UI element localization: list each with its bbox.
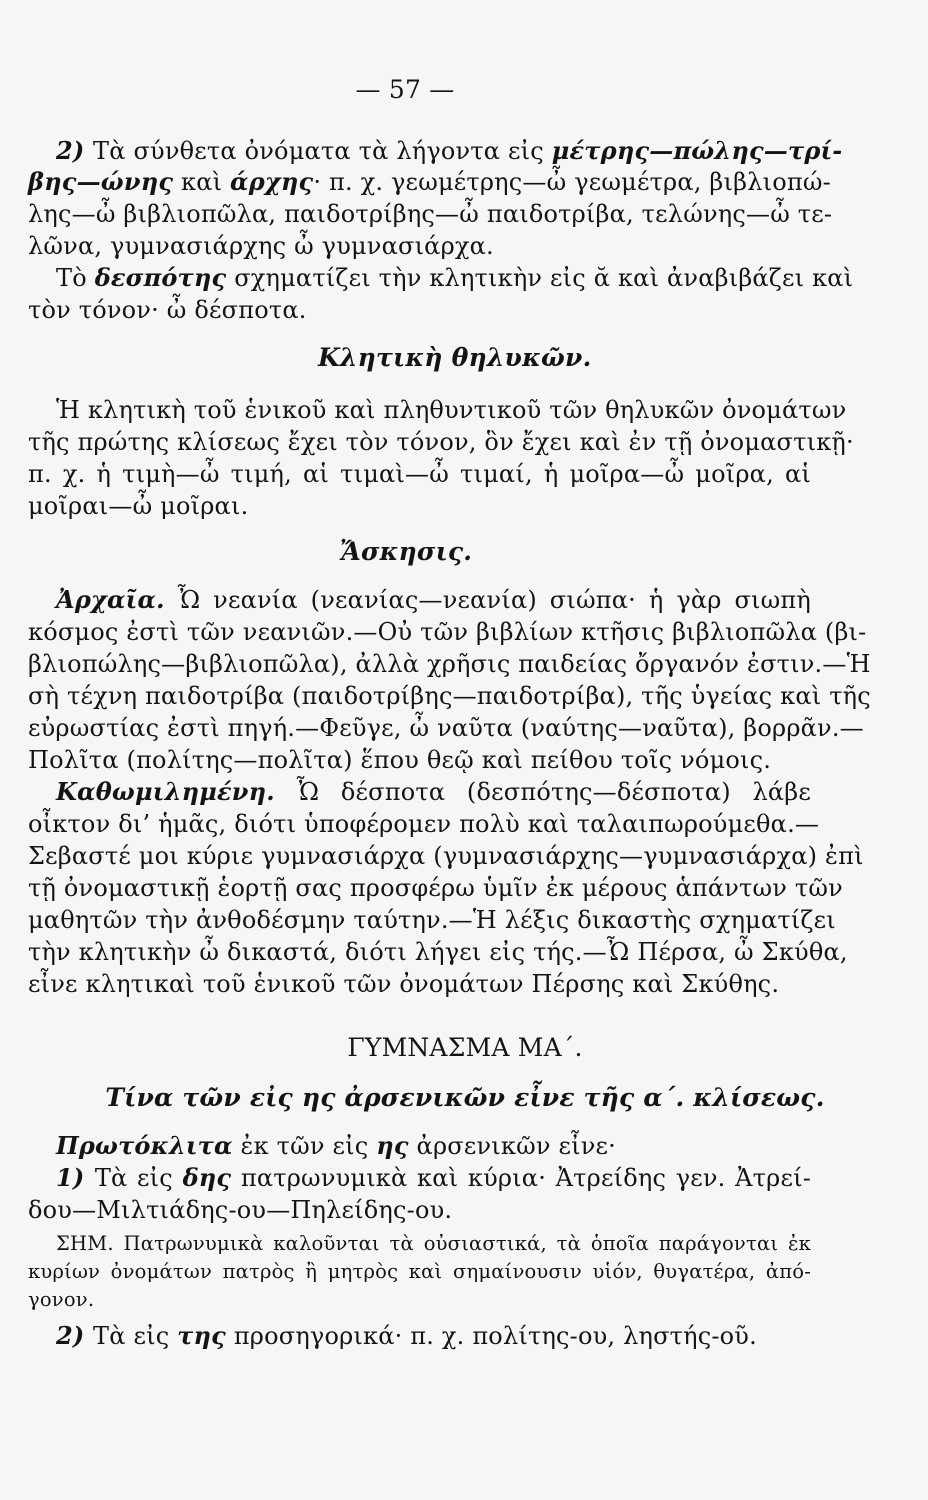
page-number: — 57 —: [355, 75, 455, 104]
text-line: [56, 776, 811, 808]
text-line: Σεβαστέ μοι κύριε γυμνασιάρχα (γυμνασιάρχης—γυμνασιάρχα) ἐπὶ: [28, 842, 864, 870]
text-line: μαθητῶν τὴν ἀνθοδέσμην ταύτην.—Ἡ λέξις δικαστὴς σχηματίζει: [28, 906, 836, 934]
text-line: λῶνα, γυμνασιάρχης ὦ γυμνασιάρχα.: [28, 232, 494, 260]
text-line: [56, 1320, 757, 1352]
category-label: Ἀρχαῖα.: [56, 585, 165, 614]
emphasis-text: Πρωτόκλιτα: [56, 1131, 233, 1160]
text-line: τῇ ὀνομαστικῇ ἑορτῇ σας προσφέρω ὑμῖν ἐκ μέρους ἁπάντων τῶν: [28, 874, 843, 902]
text-span: Ὦ δέσποτα (δεσπότης—δέσποτα) λάβε: [274, 778, 811, 806]
emphasis-text: ης: [376, 1131, 409, 1160]
text-span: ἐκ τῶν εἰς: [232, 1132, 377, 1160]
section-heading: Κλητικὴ θηλυκῶν.: [318, 343, 592, 372]
emphasis-text: δης: [182, 1163, 232, 1192]
text-line: βλιοπώλης—βιβλιοπῶλα), ἀλλὰ χρῆσις παιδείας ὄργανόν ἐστιν.—Ἡ: [28, 650, 871, 678]
note-line: γονον.: [28, 1288, 95, 1311]
text-line: [56, 1130, 616, 1162]
item-number: 1): [56, 1163, 95, 1192]
text-span: Τὰ εἰς: [93, 1322, 178, 1350]
emphasis-text: δεσπότης: [94, 263, 227, 292]
category-label: Καθωμιλημένη.: [56, 777, 275, 806]
text-line: [56, 1162, 811, 1194]
text-line: Πολῖτα (πολίτης—πολῖτα) ἕπου θεῷ καὶ πείθου τοῖς νόμοις.: [28, 746, 772, 774]
text-span: ἀρσενικῶν εἶνε·: [408, 1132, 616, 1160]
text-line: μοῖραι—ὦ μοῖραι.: [28, 492, 249, 520]
text-line: λης—ὦ βιβλιοπῶλα, παιδοτρίβης—ὦ παιδοτρίβα, τελώνης—ὦ τε-: [28, 200, 833, 228]
text-line: οἶκτον δι’ ἡμᾶς, διότι ὑποφέρομεν πολὺ καὶ ταλαιπωρούμεθα.—: [28, 810, 820, 838]
text-span: Τὰ σύνθετα ὀνόματα τὰ λήγοντα εἰς: [93, 137, 552, 165]
emphasis-text: άρχης: [230, 167, 314, 196]
emphasis-text: βης—ώνης: [28, 167, 174, 196]
text-line: τὸν τόνον· ὦ δέσποτα.: [28, 296, 307, 324]
text-line: [28, 166, 831, 198]
text-line: κόσμος ἐστὶ τῶν νεανιῶν.—Οὐ τῶν βιβλίων κτῆσις βιβλιοπῶλα (βι-: [28, 618, 867, 646]
text-line: Ἡ κλητικὴ τοῦ ἑνικοῦ καὶ πληθυντικοῦ τῶν θηλυκῶν ὀνομάτων: [56, 396, 847, 424]
emphasis-text: μέτρης—πώλης—τρί-: [551, 136, 843, 165]
text-span: προσηγορικά· π. χ. πολίτης-ου, ληστής-οῦ.: [226, 1322, 757, 1350]
text-line: τὴν κλητικὴν ὦ δικαστά, διότι λήγει εἰς τής.—Ὦ Πέρσα, ὦ Σκύθα,: [28, 938, 848, 966]
text-line: [56, 135, 843, 167]
text-span: Τὰ εἰς: [94, 1164, 183, 1192]
text-span: καὶ: [173, 168, 231, 196]
note-line: ΣΗΜ. Πατρωνυμικὰ καλοῦνται τὰ οὐσιαστικά, τὰ ὁποῖα παράγονται ἐκ: [56, 1232, 811, 1255]
text-line: τῆς πρώτης κλίσεως ἔχει τὸν τόνον, ὃν ἔχει καὶ ἐν τῇ ὀνομαστικῇ·: [28, 428, 854, 456]
text-line: εἶνε κλητικαὶ τοῦ ἑνικοῦ τῶν ὀνομάτων Πέρσης καὶ Σκύθης.: [28, 970, 780, 998]
text-line: δου—Μιλτιάδης-ου—Πηλείδης-ου.: [28, 1196, 453, 1224]
item-number: 2): [56, 1321, 94, 1350]
item-number: 2): [56, 136, 94, 165]
text-span: σχηματίζει τὴν κλητικὴν εἰς ᾰ καὶ ἀναβιβάζει καὶ: [226, 264, 854, 292]
text-span: · π. χ. γεωμέτρης—ὦ γεωμέτρα, βιβλιοπώ-: [313, 168, 831, 196]
section-heading: Ἄσκησις.: [340, 537, 473, 566]
text-line: π. χ. ἡ τιμὴ—ὦ τιμή, αἱ τιμαὶ—ὦ τιμαί, ἡ μοῖρα—ὦ μοῖρα, αἱ: [28, 460, 811, 488]
text-line: σὴ τέχνη παιδοτρίβα (παιδοτρίβης—παιδοτρίβα), τῆς ὑγείας καὶ τῆς: [28, 682, 871, 710]
text-line: [56, 584, 811, 616]
emphasis-text: της: [177, 1321, 226, 1350]
text-span: πατρωνυμικὰ καὶ κύρια· Ἀτρείδης γεν. Ἀτρεί-: [231, 1164, 811, 1192]
note-line: κυρίων ὀνομάτων πατρὸς ἢ μητρὸς καὶ σημαίνουσιν υἱόν, θυγατέρα, ἀπό-: [28, 1260, 811, 1283]
section-heading: Τίνα τῶν εἰς ης ἀρσενικῶν εἶνε τῆς α΄. κλίσεως.: [105, 1083, 825, 1112]
text-line: [56, 262, 854, 294]
exercise-heading: ΓΥΜΝΑΣΜΑ ΜΑ΄.: [347, 1033, 583, 1062]
text-span: Ὦ νεανία (νεανίας—νεανία) σιώπα· ἡ γὰρ σιωπὴ: [164, 586, 811, 614]
text-line: εὐρωστίας ἐστὶ πηγή.—Φεῦγε, ὦ ναῦτα (ναύτης—ναῦτα), βορρᾶν.—: [28, 714, 864, 742]
text-span: Τὸ: [56, 264, 95, 292]
